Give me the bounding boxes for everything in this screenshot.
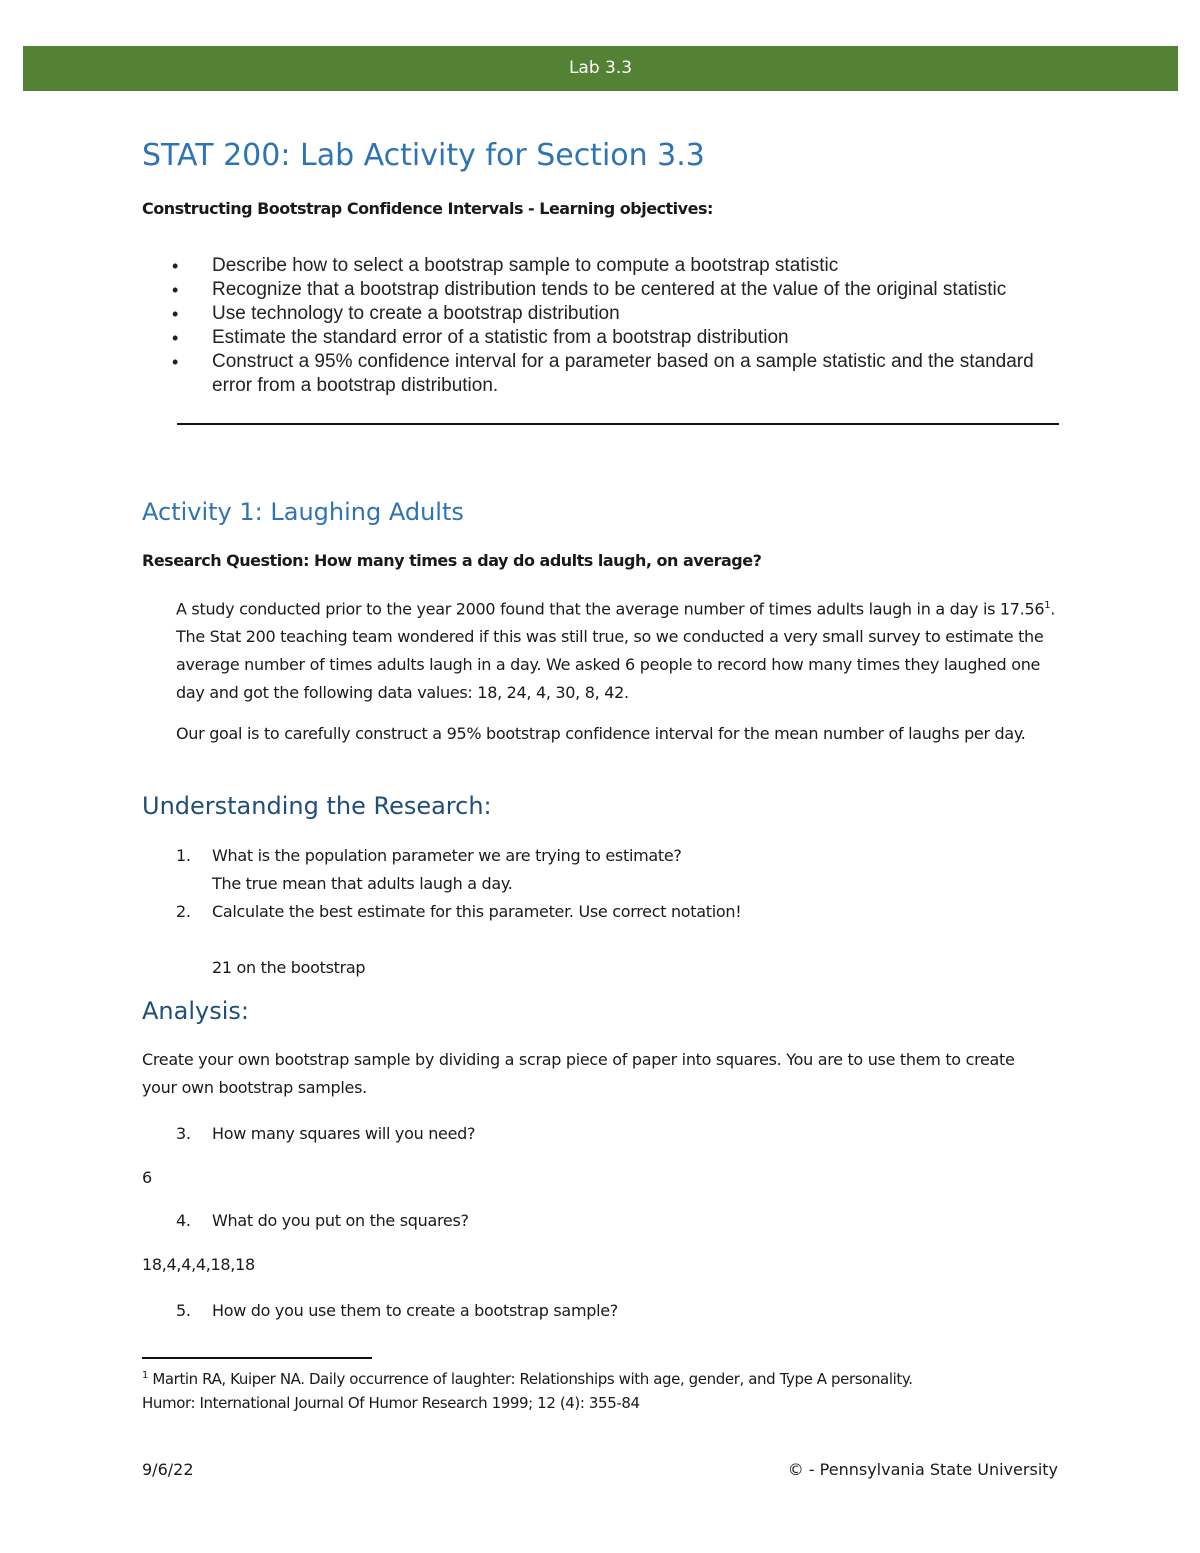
question-number: 1. — [176, 846, 191, 865]
answer-3: 6 — [142, 1168, 152, 1187]
question-text: What is the population parameter we are trying to estimate? — [212, 846, 682, 865]
question-text: What do you put on the squares? — [212, 1211, 469, 1230]
question-5 — [176, 1297, 618, 1325]
question-3 — [176, 1120, 475, 1148]
header-bar — [23, 46, 1178, 91]
study-text-part1: A study conducted prior to the year 2000 found that the average number of times adults laugh in a day is 17.56 — [176, 599, 1045, 619]
objective-item: • Describe how to select a bootstrap sample to compute a bootstrap statistic — [172, 254, 1052, 278]
analysis-title: Analysis: — [142, 997, 249, 1025]
answer-1: The true mean that adults laugh a day. — [212, 874, 513, 893]
footnote-line-1: Martin RA, Kuiper NA. Daily occurrence of laughter: Relationships with age, gender, and Type A personality. — [147, 1370, 913, 1388]
question-number: 2. — [176, 902, 191, 921]
objectives-list — [172, 254, 1052, 398]
footnote-marker: 1 — [142, 1370, 148, 1381]
question-2 — [176, 898, 741, 926]
question-number: 5. — [176, 1301, 191, 1320]
activity-title: Activity 1: Laughing Adults — [142, 498, 464, 526]
footnote-divider — [142, 1357, 372, 1359]
answer-4: 18,4,4,4,18,18 — [142, 1255, 255, 1274]
question-text: How many squares will you need? — [212, 1124, 476, 1143]
objective-item: • Construct a 95% confidence interval for a parameter based on a sample statistic and the standard error from a bootstrap distribution. — [172, 350, 1052, 398]
objective-item: • Use technology to create a bootstrap distribution — [172, 302, 1052, 326]
question-text: How do you use them to create a bootstrap sample? — [212, 1301, 618, 1320]
question-text: Calculate the best estimate for this parameter. Use correct notation! — [212, 902, 742, 921]
section-divider — [177, 423, 1059, 425]
footer-copyright: © - Pennsylvania State University — [787, 1460, 1058, 1479]
page-title: STAT 200: Lab Activity for Section 3.3 — [142, 138, 705, 173]
question-1 — [176, 842, 682, 870]
footnote-line-2: Humor: International Journal Of Humor Research 1999; 12 (4): 355-84 — [142, 1394, 640, 1412]
question-number: 4. — [176, 1211, 191, 1230]
footnote-ref: 1 — [1044, 600, 1051, 611]
footer-date: 9/6/22 — [142, 1460, 194, 1479]
analysis-intro: Create your own bootstrap sample by dividing a scrap piece of paper into squares. You are to use them to create your own bootstrap samples. — [142, 1050, 1015, 1097]
header-label: Lab 3.3 — [568, 58, 633, 78]
objective-item: • Estimate the standard error of a statistic from a bootstrap distribution — [172, 326, 1052, 350]
study-paragraph — [176, 592, 1056, 707]
study-text-part2: . The Stat 200 teaching team wondered if this was still true, so we conducted a very small survey to estimate the average number of times adults laugh in a day. We asked 6 people to record how many times they laughed one day and got the following data values: 18, 24, 4, 30, 8, 42. — [176, 599, 1056, 703]
understanding-title: Understanding the Research: — [142, 792, 492, 820]
answer-2: 21 on the bootstrap — [212, 958, 366, 977]
question-number: 3. — [176, 1124, 191, 1143]
objectives-heading: Constructing Bootstrap Confidence Intervals - Learning objectives: — [142, 199, 713, 218]
objective-item: • Recognize that a bootstrap distribution tends to be centered at the value of the original statistic — [172, 278, 1052, 302]
question-4 — [176, 1207, 469, 1235]
footnote — [142, 1364, 913, 1415]
research-question: Research Question: How many times a day do adults laugh, on average? — [142, 551, 762, 570]
goal-paragraph: Our goal is to carefully construct a 95% bootstrap confidence interval for the mean number of laughs per day. — [176, 724, 1026, 743]
